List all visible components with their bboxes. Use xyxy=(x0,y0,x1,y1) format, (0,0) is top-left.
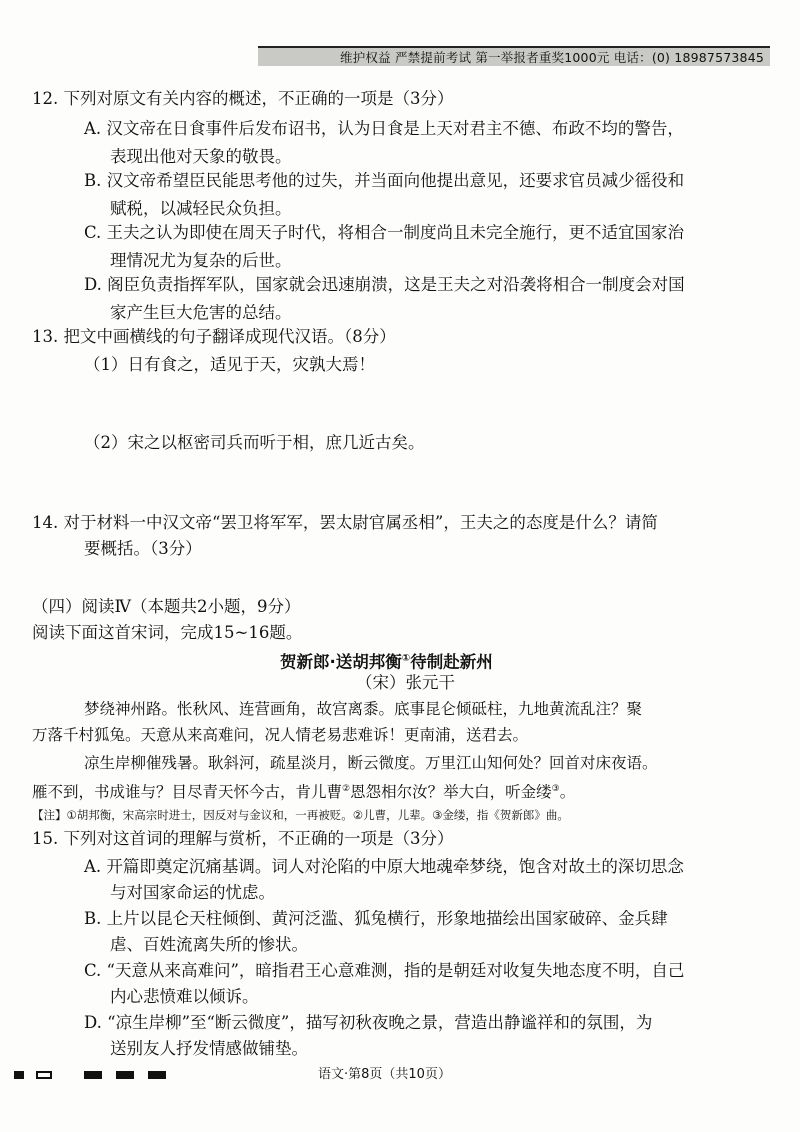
q15-stem: 15. 下列对这首词的理解与赏析，不正确的一项是（3分） xyxy=(32,829,454,848)
q12-option-b-line2: 赋税，以减轻民众负担。 xyxy=(110,199,292,218)
exam-header-banner: 维护权益 严禁提前考试 第一举报者重奖1000元 电话：(0) 18987573845 xyxy=(258,46,770,66)
q13-stem: 13. 把文中画横线的句子翻译成现代汉语。（8分） xyxy=(32,327,396,346)
q15-option-b-line2: 虐、百姓流离失所的惨状。 xyxy=(110,935,308,954)
q15-option-c-line2: 内心悲愤难以倾诉。 xyxy=(110,987,259,1006)
q15-option-a-line2: 与对国家命运的忧虑。 xyxy=(110,883,275,902)
alignment-mark xyxy=(116,1071,134,1079)
q12-option-c-line1: C. 王夫之认为即使在周天子时代，将相合一制度尚且未完全施行，更不适宜国家治 xyxy=(84,223,685,242)
poem-line-3: 凉生岸柳催残暑。耿斜河，疏星淡月，断云微度。万里江山知何处？回首对床夜语。 xyxy=(84,754,658,772)
poem-line-1: 梦绕神州路。怅秋风、连营画角，故宫离黍。底事昆仑倾砥柱，九地黄流乱注？聚 xyxy=(84,700,643,718)
q13-sentence-1: （1）日有食之，适见于天，灾孰大焉！ xyxy=(84,355,375,374)
section-4-instruction: 阅读下面这首宋词，完成15~16题。 xyxy=(32,623,303,642)
q14-line2: 要概括。（3分） xyxy=(84,539,202,558)
q14-line1: 14. 对于材料一中汉文帝“罢卫将军军，罢太尉官属丞相”，王夫之的态度是什么？请简 xyxy=(32,513,658,532)
alignment-mark xyxy=(148,1071,166,1079)
q12-option-d-line2: 家产生巨大危害的总结。 xyxy=(110,303,292,322)
q15-option-d-line2: 送别友人抒发情感做铺垫。 xyxy=(110,1039,308,1058)
poem-title: 贺新郎·送胡邦衡①待制赴新州 xyxy=(280,652,493,672)
poem-annotation: 【注】①胡邦衡，宋高宗时进士，因反对与金议和，一再被贬。②儿曹，儿辈。③金缕，指《贺新郎》曲。 xyxy=(32,808,569,822)
q13-sentence-2: （2）宋之以枢密司兵而听于相，庶几近古矣。 xyxy=(84,433,425,452)
q12-option-b-line1: B. 汉文帝希望臣民能思考他的过失，并当面向他提出意见，还要求官员减少徭役和 xyxy=(84,171,685,190)
poem-line-2: 万落千村狐兔。天意从来高难问，况人情老易悲难诉！更南浦，送君去。 xyxy=(32,726,529,744)
q12-option-c-line2: 理情况尤为复杂的后世。 xyxy=(110,251,292,270)
poem-author: （宋）张元干 xyxy=(356,673,455,692)
q15-option-a-line1: A. 开篇即奠定沉痛基调。词人对沦陷的中原大地魂牵梦绕，饱含对故土的深切思念 xyxy=(84,857,684,876)
q12-option-a-line1: A. 汉文帝在日食事件后发布诏书，认为日食是上天对君主不德、布政不均的警告， xyxy=(84,119,684,138)
page-number: 语文·第8页（共10页） xyxy=(318,1067,451,1082)
poem-line-4: 雁不到，书成谁与？目尽青天怀今古，肯儿曹②恩怨相尔汝？举大白，听金缕③。 xyxy=(32,783,576,802)
alignment-mark xyxy=(84,1071,102,1079)
alignment-mark xyxy=(36,1071,52,1079)
q15-option-d-line1: D. “凉生岸柳”至“断云微度”，描写初秋夜晚之景，营造出静谧祥和的氛围，为 xyxy=(84,1013,653,1032)
alignment-mark xyxy=(14,1071,24,1079)
q15-option-b-line1: B. 上片以昆仑天柱倾倒、黄河泛滥、狐兔横行，形象地描绘出国家破碎、金兵肆 xyxy=(84,909,668,928)
section-4-heading: （四）阅读Ⅳ（本题共2小题，9分） xyxy=(32,597,301,616)
q15-option-c-line1: C. “天意从来高难问”，暗指君王心意难测，指的是朝廷对收复失地态度不明，自己 xyxy=(84,961,685,980)
q12-option-d-line1: D. 阁臣负责指挥军队，国家就会迅速崩溃，这是王夫之对沿袭将相合一制度会对国 xyxy=(84,275,685,294)
q12-option-a-line2: 表现出他对天象的敬畏。 xyxy=(110,147,292,166)
q12-stem: 12. 下列对原文有关内容的概述，不正确的一项是（3分） xyxy=(32,89,454,108)
